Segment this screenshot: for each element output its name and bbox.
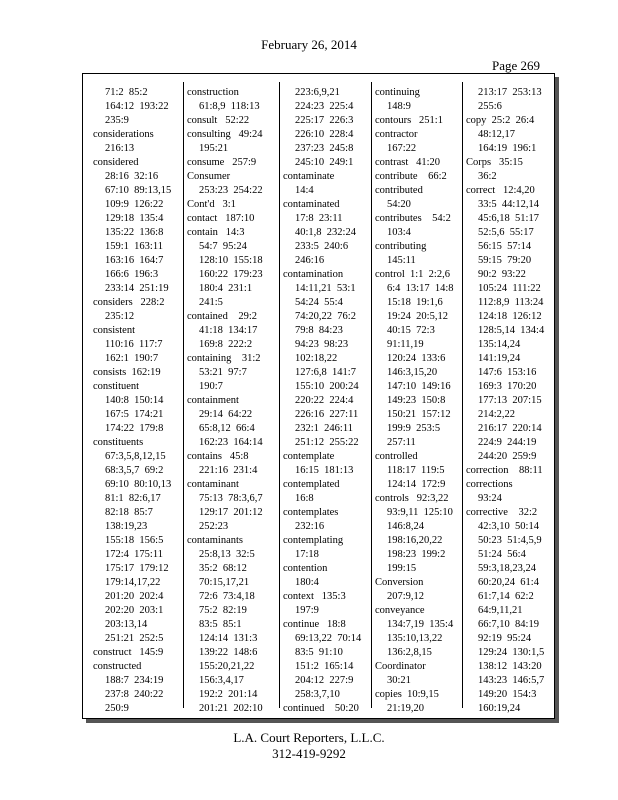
index-reference: 21:19,20 xyxy=(387,703,425,714)
index-reference: 16:15 181:13 xyxy=(295,465,354,476)
index-reference: 41:18 134:17 xyxy=(199,325,258,336)
index-term: contrast 41:20 xyxy=(375,157,441,168)
index-frame xyxy=(82,73,555,719)
index-reference: 129:24 130:1,5 xyxy=(478,647,545,658)
index-term: correction 88:11 xyxy=(466,465,543,476)
index-reference: 69:10 80:10,13 xyxy=(105,479,172,490)
index-reference: 197:9 xyxy=(295,605,319,616)
index-term: contributing xyxy=(375,241,427,252)
index-reference: 143:23 146:5,7 xyxy=(478,675,545,686)
index-reference: 167:5 174:21 xyxy=(105,409,164,420)
index-term: constituents xyxy=(93,437,144,448)
index-column-5 xyxy=(466,86,550,716)
index-term: copies 10:9,15 xyxy=(375,689,439,700)
index-term: contaminated xyxy=(283,199,340,210)
index-reference: 83:5 91:10 xyxy=(295,647,343,658)
index-reference: 155:10 200:24 xyxy=(295,381,359,392)
index-term: consulting 49:24 xyxy=(187,129,263,140)
index-reference: 102:18,22 xyxy=(295,353,338,364)
index-reference: 33:5 44:12,14 xyxy=(478,199,539,210)
index-term: controls 92:3,22 xyxy=(375,493,449,504)
index-reference: 75:2 82:19 xyxy=(199,605,247,616)
index-reference: 91:11,19 xyxy=(387,339,424,350)
index-column-4 xyxy=(375,86,459,716)
index-reference: 72:6 73:4,18 xyxy=(199,591,255,602)
index-reference: 198:16,20,22 xyxy=(387,535,443,546)
index-reference: 241:5 xyxy=(199,297,223,308)
index-reference: 109:9 126:22 xyxy=(105,199,164,210)
index-reference: 252:23 xyxy=(199,521,229,532)
index-term: consistent xyxy=(93,325,135,336)
index-reference: 16:8 xyxy=(295,493,314,504)
index-reference: 237:8 240:22 xyxy=(105,689,164,700)
index-reference: 17:8 23:11 xyxy=(295,213,343,224)
page-number: Page 269 xyxy=(492,58,541,73)
index-reference: 36:2 xyxy=(478,171,497,182)
index-reference: 75:13 78:3,6,7 xyxy=(199,493,263,504)
index-reference: 105:24 111:22 xyxy=(478,283,541,294)
index-reference: 92:19 95:24 xyxy=(478,633,532,644)
index-term: considers 228:2 xyxy=(93,297,165,308)
index-term: consult 52:22 xyxy=(187,115,250,126)
index-reference: 74:20,22 76:2 xyxy=(295,311,356,322)
index-reference: 237:23 245:8 xyxy=(295,143,354,154)
index-term: continue 18:8 xyxy=(283,619,346,630)
index-reference: 224:9 244:19 xyxy=(478,437,537,448)
index-reference: 138:12 143:20 xyxy=(478,661,542,672)
index-reference: 60:20,24 61:4 xyxy=(478,577,539,588)
index-term: contemplated xyxy=(283,479,340,490)
index-reference: 180:4 231:1 xyxy=(199,283,253,294)
index-reference: 138:19,23 xyxy=(105,521,148,532)
index-reference: 83:5 85:1 xyxy=(199,619,242,630)
index-reference: 124:18 126:12 xyxy=(478,311,542,322)
index-reference: 225:17 226:3 xyxy=(295,115,354,126)
index-reference: 135:14,24 xyxy=(478,339,521,350)
index-reference: 129:17 201:12 xyxy=(199,507,263,518)
index-reference: 135:22 136:8 xyxy=(105,227,164,238)
index-term: conveyance xyxy=(375,605,425,616)
index-term: contention xyxy=(283,563,328,574)
index-reference: 213:17 253:13 xyxy=(478,87,542,98)
index-reference: 223:6,9,21 xyxy=(295,87,340,98)
index-reference: 14:11,21 53:1 xyxy=(295,283,356,294)
index-reference: 150:21 157:12 xyxy=(387,409,451,420)
index-reference: 25:8,13 32:5 xyxy=(199,549,255,560)
index-reference: 166:6 196:3 xyxy=(105,269,159,280)
index-reference: 15:18 19:1,6 xyxy=(387,297,443,308)
index-term: contribute 66:2 xyxy=(375,171,447,182)
index-term: Coordinator xyxy=(375,661,426,672)
index-reference: 61:7,14 62:2 xyxy=(478,591,534,602)
index-reference: 169:8 222:2 xyxy=(199,339,253,350)
index-reference: 156:3,4,17 xyxy=(199,675,244,686)
index-reference: 253:23 254:22 xyxy=(199,185,263,196)
index-reference: 71:2 85:2 xyxy=(105,87,148,98)
index-reference: 54:7 95:24 xyxy=(199,241,247,252)
index-reference: 164:19 196:1 xyxy=(478,143,537,154)
index-reference: 175:17 179:12 xyxy=(105,563,169,574)
index-reference: 128:10 155:18 xyxy=(199,255,263,266)
index-reference: 30:21 xyxy=(387,675,411,686)
index-reference: 214:2,22 xyxy=(478,409,516,420)
index-term: constituent xyxy=(93,381,140,392)
index-reference: 201:21 202:10 xyxy=(199,703,263,714)
index-reference: 146:3,15,20 xyxy=(387,367,438,378)
index-reference: 190:7 xyxy=(199,381,223,392)
index-reference: 17:18 xyxy=(295,549,319,560)
index-reference: 226:16 227:11 xyxy=(295,409,359,420)
index-term: Conversion xyxy=(375,577,424,588)
index-term: contemplates xyxy=(283,507,339,518)
index-term: considerations xyxy=(93,129,154,140)
index-term: contributes 54:2 xyxy=(375,213,451,224)
index-reference: 148:9 xyxy=(387,101,411,112)
index-reference: 141:19,24 xyxy=(478,353,521,364)
index-reference: 204:12 227:9 xyxy=(295,675,354,686)
index-term: Consumer xyxy=(187,171,231,182)
index-reference: 90:2 93:22 xyxy=(478,269,526,280)
index-reference: 257:11 xyxy=(387,437,416,448)
index-reference: 202:20 203:1 xyxy=(105,605,164,616)
index-reference: 216:13 xyxy=(105,143,135,154)
index-reference: 233:14 251:19 xyxy=(105,283,169,294)
column-divider xyxy=(183,82,184,708)
index-term: considered xyxy=(93,157,139,168)
index-term: contaminants xyxy=(187,535,243,546)
index-reference: 103:4 xyxy=(387,227,411,238)
index-reference: 42:3,10 50:14 xyxy=(478,521,539,532)
index-reference: 188:7 234:19 xyxy=(105,675,164,686)
index-reference: 235:12 xyxy=(105,311,135,322)
index-reference: 134:7,19 135:4 xyxy=(387,619,454,630)
index-reference: 180:4 xyxy=(295,577,319,588)
index-reference: 70:15,17,21 xyxy=(199,577,250,588)
index-reference: 6:4 13:17 14:8 xyxy=(387,283,454,294)
index-reference: 146:8,24 xyxy=(387,521,425,532)
index-reference: 124:14 172:9 xyxy=(387,479,446,490)
index-term: contemplate xyxy=(283,451,335,462)
index-term: consists 162:19 xyxy=(93,367,161,378)
column-divider xyxy=(462,82,463,708)
column-divider xyxy=(279,82,280,708)
index-term: correct 12:4,20 xyxy=(466,185,535,196)
index-reference: 255:6 xyxy=(478,101,502,112)
footer-company: L.A. Court Reporters, L.L.C. xyxy=(233,730,385,745)
index-reference: 124:14 131:3 xyxy=(199,633,258,644)
index-reference: 162:1 190:7 xyxy=(105,353,159,364)
index-reference: 221:16 231:4 xyxy=(199,465,258,476)
index-reference: 112:8,9 113:24 xyxy=(478,297,544,308)
index-term: corrective 32:2 xyxy=(466,507,538,518)
index-term: contain 14:3 xyxy=(187,227,245,238)
index-term: constructed xyxy=(93,661,142,672)
index-term: control 1:1 2:2,6 xyxy=(375,269,450,280)
index-reference: 250:9 xyxy=(105,703,129,714)
index-reference: 140:8 150:14 xyxy=(105,395,164,406)
index-term: construct 145:9 xyxy=(93,647,164,658)
index-term: contaminate xyxy=(283,171,335,182)
index-reference: 52:5,6 55:17 xyxy=(478,227,534,238)
index-reference: 67:3,5,8,12,15 xyxy=(105,451,166,462)
index-reference: 45:6,18 51:17 xyxy=(478,213,539,224)
index-term: copy 25:2 26:4 xyxy=(466,115,535,126)
index-term: Corps 35:15 xyxy=(466,157,523,168)
index-reference: 160:19,24 xyxy=(478,703,521,714)
index-term: contact 187:10 xyxy=(187,213,255,224)
index-reference: 232:16 xyxy=(295,521,325,532)
index-reference: 258:3,7,10 xyxy=(295,689,340,700)
index-reference: 50:23 51:4,5,9 xyxy=(478,535,542,546)
index-reference: 195:21 xyxy=(199,143,229,154)
index-term: corrections xyxy=(466,479,513,490)
index-reference: 177:13 207:15 xyxy=(478,395,542,406)
index-reference: 251:21 252:5 xyxy=(105,633,164,644)
index-reference: 147:6 153:16 xyxy=(478,367,537,378)
index-reference: 61:8,9 118:13 xyxy=(199,101,260,112)
index-term: contours 251:1 xyxy=(375,115,443,126)
index-reference: 232:1 246:11 xyxy=(295,423,353,434)
index-reference: 149:23 150:8 xyxy=(387,395,446,406)
index-column-3 xyxy=(283,86,367,716)
index-reference: 198:23 199:2 xyxy=(387,549,446,560)
index-term: continued 50:20 xyxy=(283,703,359,714)
index-reference: 94:23 98:23 xyxy=(295,339,349,350)
index-reference: 54:24 55:4 xyxy=(295,297,343,308)
index-reference: 64:9,11,21 xyxy=(478,605,523,616)
index-reference: 163:16 164:7 xyxy=(105,255,164,266)
index-term: contractor xyxy=(375,129,418,140)
index-reference: 66:7,10 84:19 xyxy=(478,619,539,630)
index-reference: 67:10 89:13,15 xyxy=(105,185,172,196)
index-reference: 19:24 20:5,12 xyxy=(387,311,448,322)
index-reference: 251:12 255:22 xyxy=(295,437,359,448)
index-reference: 40:15 72:3 xyxy=(387,325,435,336)
index-reference: 147:10 149:16 xyxy=(387,381,451,392)
index-reference: 149:20 154:3 xyxy=(478,689,537,700)
index-reference: 139:22 148:6 xyxy=(199,647,258,658)
index-term: containing 31:2 xyxy=(187,353,261,364)
index-reference: 53:21 97:7 xyxy=(199,367,247,378)
index-term: construction xyxy=(187,87,239,98)
index-reference: 155:18 156:5 xyxy=(105,535,164,546)
index-reference: 226:10 228:4 xyxy=(295,129,354,140)
index-reference: 93:24 xyxy=(478,493,502,504)
index-term: consume 257:9 xyxy=(187,157,257,168)
index-reference: 56:15 57:14 xyxy=(478,241,532,252)
index-reference: 120:24 133:6 xyxy=(387,353,446,364)
index-term: contamination xyxy=(283,269,344,280)
index-reference: 68:3,5,7 69:2 xyxy=(105,465,164,476)
index-reference: 207:9,12 xyxy=(387,591,425,602)
index-reference: 35:2 68:12 xyxy=(199,563,247,574)
index-reference: 245:10 249:1 xyxy=(295,157,354,168)
index-reference: 179:14,17,22 xyxy=(105,577,161,588)
index-reference: 164:12 193:22 xyxy=(105,101,169,112)
index-reference: 244:20 259:9 xyxy=(478,451,537,462)
index-reference: 128:5,14 134:4 xyxy=(478,325,545,336)
index-reference: 51:24 56:4 xyxy=(478,549,526,560)
index-reference: 169:3 170:20 xyxy=(478,381,537,392)
index-reference: 81:1 82:6,17 xyxy=(105,493,161,504)
page-date: February 26, 2014 xyxy=(261,37,357,52)
index-reference: 93:9,11 125:10 xyxy=(387,507,453,518)
index-reference: 246:16 xyxy=(295,255,325,266)
index-reference: 167:22 xyxy=(387,143,417,154)
index-reference: 69:13,22 70:14 xyxy=(295,633,362,644)
index-reference: 151:2 165:14 xyxy=(295,661,354,672)
index-reference: 192:2 201:14 xyxy=(199,689,258,700)
index-reference: 29:14 64:22 xyxy=(199,409,253,420)
index-reference: 201:20 202:4 xyxy=(105,591,164,602)
index-reference: 59:3,18,23,24 xyxy=(478,563,537,574)
index-term: contaminant xyxy=(187,479,239,490)
index-reference: 160:22 179:23 xyxy=(199,269,263,280)
index-reference: 129:18 135:4 xyxy=(105,213,164,224)
index-term: Cont'd 3:1 xyxy=(187,199,236,210)
index-reference: 110:16 117:7 xyxy=(105,339,163,350)
index-reference: 79:8 84:23 xyxy=(295,325,343,336)
index-reference: 233:5 240:6 xyxy=(295,241,349,252)
index-reference: 136:2,8,15 xyxy=(387,647,432,658)
index-term: controlled xyxy=(375,451,418,462)
index-reference: 199:9 253:5 xyxy=(387,423,441,434)
index-term: contemplating xyxy=(283,535,344,546)
index-term: context 135:3 xyxy=(283,591,346,602)
index-reference: 40:1,8 232:24 xyxy=(295,227,356,238)
index-reference: 216:17 220:14 xyxy=(478,423,542,434)
index-term: contributed xyxy=(375,185,423,196)
index-reference: 203:13,14 xyxy=(105,619,148,630)
index-reference: 127:6,8 141:7 xyxy=(295,367,356,378)
index-reference: 28:16 32:16 xyxy=(105,171,159,182)
index-column-1 xyxy=(93,86,177,716)
index-reference: 172:4 175:11 xyxy=(105,549,163,560)
index-column-2 xyxy=(187,86,271,716)
index-term: contained 29:2 xyxy=(187,311,257,322)
index-term: continuing xyxy=(375,87,420,98)
footer-phone: 312-419-9292 xyxy=(272,746,346,761)
index-reference: 174:22 179:8 xyxy=(105,423,164,434)
index-reference: 135:10,13,22 xyxy=(387,633,443,644)
index-term: contains 45:8 xyxy=(187,451,249,462)
index-reference: 162:23 164:14 xyxy=(199,437,263,448)
index-reference: 145:11 xyxy=(387,255,416,266)
index-reference: 65:8,12 66:4 xyxy=(199,423,255,434)
index-reference: 54:20 xyxy=(387,199,411,210)
index-reference: 224:23 225:4 xyxy=(295,101,354,112)
index-term: containment xyxy=(187,395,239,406)
index-reference: 155:20,21,22 xyxy=(199,661,255,672)
index-reference: 48:12,17 xyxy=(478,129,516,140)
index-reference: 199:15 xyxy=(387,563,417,574)
index-reference: 118:17 119:5 xyxy=(387,465,445,476)
index-reference: 59:15 79:20 xyxy=(478,255,532,266)
index-reference: 235:9 xyxy=(105,115,129,126)
column-divider xyxy=(371,82,372,708)
index-reference: 82:18 85:7 xyxy=(105,507,153,518)
index-reference: 14:4 xyxy=(295,185,314,196)
index-reference: 220:22 224:4 xyxy=(295,395,354,406)
index-reference: 159:1 163:11 xyxy=(105,241,163,252)
